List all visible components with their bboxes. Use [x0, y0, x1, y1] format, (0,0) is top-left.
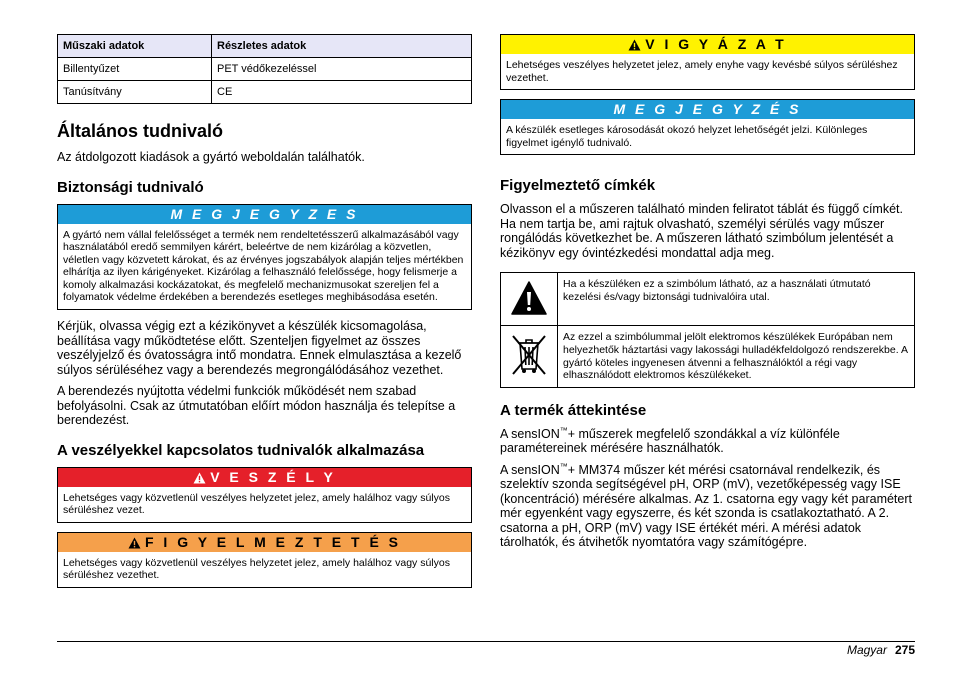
general-text: Az átdolgozott kiadások a gyártó weboldalán találhatók. — [57, 150, 365, 164]
table-cell: Billentyűzet — [58, 58, 212, 81]
section-title-overview: A termék áttekintése — [500, 401, 647, 419]
spec-table — [57, 34, 472, 104]
section-title-general: Általános tudnivaló — [57, 121, 224, 141]
symbol-table — [500, 272, 915, 387]
section-title-labels: Figyelmeztető címkék — [500, 177, 656, 195]
symbol-cell — [501, 326, 558, 387]
danger-body: Lehetséges vagy közvetlenül veszélyes helyzetet jelez, amely halálhoz vagy súlyos sérüléshez vezet. — [63, 491, 450, 517]
text-span: + műszerek megfelelő szondákkal a víz különféle paramétereinek mérésére használhatók. — [500, 426, 840, 456]
right-column — [500, 34, 915, 557]
warning-triangle-icon — [193, 472, 206, 484]
safety-paragraph-2: A berendezés nyújtotta védelmi funkciók működését nem szabad befolyásolni. Csak az útmutatóban előírt módon használja és telepítse a berendezést. — [57, 384, 456, 428]
warning-triangle-icon — [128, 537, 141, 549]
caution-box — [500, 34, 915, 90]
notice-box — [500, 99, 915, 155]
danger-box — [57, 467, 472, 523]
table-row — [58, 81, 472, 104]
caution-label: V I G Y Á Z A T — [645, 36, 787, 52]
left-column — [57, 34, 472, 597]
symbol-description: Ha a készüléken ez a szimbólum látható, az a használati útmutató kezelési és/vagy biztonsági tudnivalóira utal. — [558, 273, 915, 326]
text-span: A sensION — [500, 462, 560, 477]
overview-paragraph-2 — [500, 463, 915, 550]
danger-label: V E S Z É L Y — [210, 468, 336, 485]
spec-header-cell: Részletes adatok — [212, 35, 472, 58]
crossed-bin-icon — [509, 333, 549, 377]
table-row — [58, 58, 472, 81]
text-span: + MM374 műszer két mérési csatornával rendelkezik, és szelektív szonda segítségével pH, ORP (mV), vezetőképesség vagy ISE (koncentráció) mérésére alkalmas. Az 1. csatorna egy vagy két paramétert mér egyenként vagy egyszerre, és két szonda is csatlakoztatható. A 2. csatorna a pH, ORP (mV) vagy ISE értékét méri. A mérési adatok tárolhatók, és átvihetők nyomtatóra vagy számítógépre. — [500, 462, 912, 550]
notice-body: A készülék esetleges károsodását okozó helyzet lehetőségét jelzi. Különleges figyelmet igénylő tudnivaló. — [506, 124, 868, 149]
page-number: 275 — [894, 643, 915, 657]
warning-box — [57, 532, 472, 588]
table-cell: PET védőkezeléssel — [212, 58, 472, 81]
safety-notice-box — [57, 204, 472, 311]
warning-body: Lehetséges vagy közvetlenül veszélyes helyzetet jelez, amely halálhoz vagy súlyos sérüléshez vezethet. — [63, 556, 450, 582]
symbol-cell — [501, 273, 558, 326]
danger-header — [58, 468, 471, 487]
overview-paragraph-1 — [500, 427, 915, 456]
table-cell: CE — [212, 81, 472, 104]
warning-triangle-icon — [628, 39, 641, 51]
warning-triangle-icon — [511, 281, 547, 315]
table-row — [501, 326, 915, 387]
section-title-safety: Biztonsági tudnivaló — [57, 178, 204, 196]
page-footer — [847, 643, 915, 657]
table-row — [501, 273, 915, 326]
table-cell: Tanúsítvány — [58, 81, 212, 104]
caution-header — [501, 35, 914, 54]
warning-header — [58, 533, 471, 552]
section-title-hazard: A veszélyekkel kapcsolatos tudnivalók alkalmazása — [57, 441, 425, 459]
spec-header-cell: Műszaki adatok — [58, 35, 212, 58]
trademark: ™ — [559, 461, 568, 471]
notice-header: M E G J E G Y Z É S — [501, 100, 914, 119]
footer-language: Magyar — [846, 643, 887, 657]
caution-body: Lehetséges veszélyes helyzetet jelez, amely enyhe vagy kevésbé súlyos sérüléshez vezethet. — [506, 59, 898, 84]
text-span: A sensION — [500, 426, 560, 441]
safety-paragraph-1: Kérjük, olvassa végig ezt a kézikönyvet a készülék kicsomagolása, beállítása vagy működtetése előtt. Szenteljen figyelmet az összes veszélyjelző és óvatosságra intő mondatra. Ennek elmulasztása a kezelő súlyos sérüléséhez vagy a berendezés megrongálódásához vezethet. — [57, 319, 462, 377]
notice-header: M E G J E G Y Z E S — [58, 205, 471, 224]
warning-label: F I G Y E L M E Z T E T É S — [144, 533, 402, 550]
labels-text: Olvasson el a műszeren található minden feliratot táblát és függő címkét. Ha nem tartja be, ami rajtuk olvasható, személyi sérülés vagy műszer rongálódás következhet be. A műszeren látható szimbólum jelentését a kézikönyv egy óvintézkedési mondattal adja meg. — [500, 202, 903, 260]
trademark: ™ — [559, 425, 568, 435]
footer-divider — [57, 641, 915, 642]
symbol-description: Az ezzel a szimbólummal jelölt elektromos készülékek Európában nem helyezhetők háztartási vagy lakossági hulladékfeldolgozó rendszerekbe. A gyártó köteles ingyenesen átvenni a felhasználóktól a régi vagy elhasználódott elektromos készülékeket. — [558, 326, 915, 387]
spec-table-header — [58, 35, 472, 58]
notice-body: A gyártó nem vállal felelősséget a termék nem rendeltetésszerű alkalmazásából vagy használatából eredő semmilyen kárért, beleértve de nem kizárólag a közvetlen, véletlen vagy közvetett károkat, és az érvényes jogszabályok alapján teljes mértékben elhárítja az ilyen kárigényeket. Kizárólag a felhasználó felelőssége, hogy felismerje a komoly alkalmazási kockázatokat, és megfelelő mechanizmusokat szereljen fel a folyamatok védelme érdekében a berendezés esetleges meghibásodása esetén. — [63, 228, 464, 304]
